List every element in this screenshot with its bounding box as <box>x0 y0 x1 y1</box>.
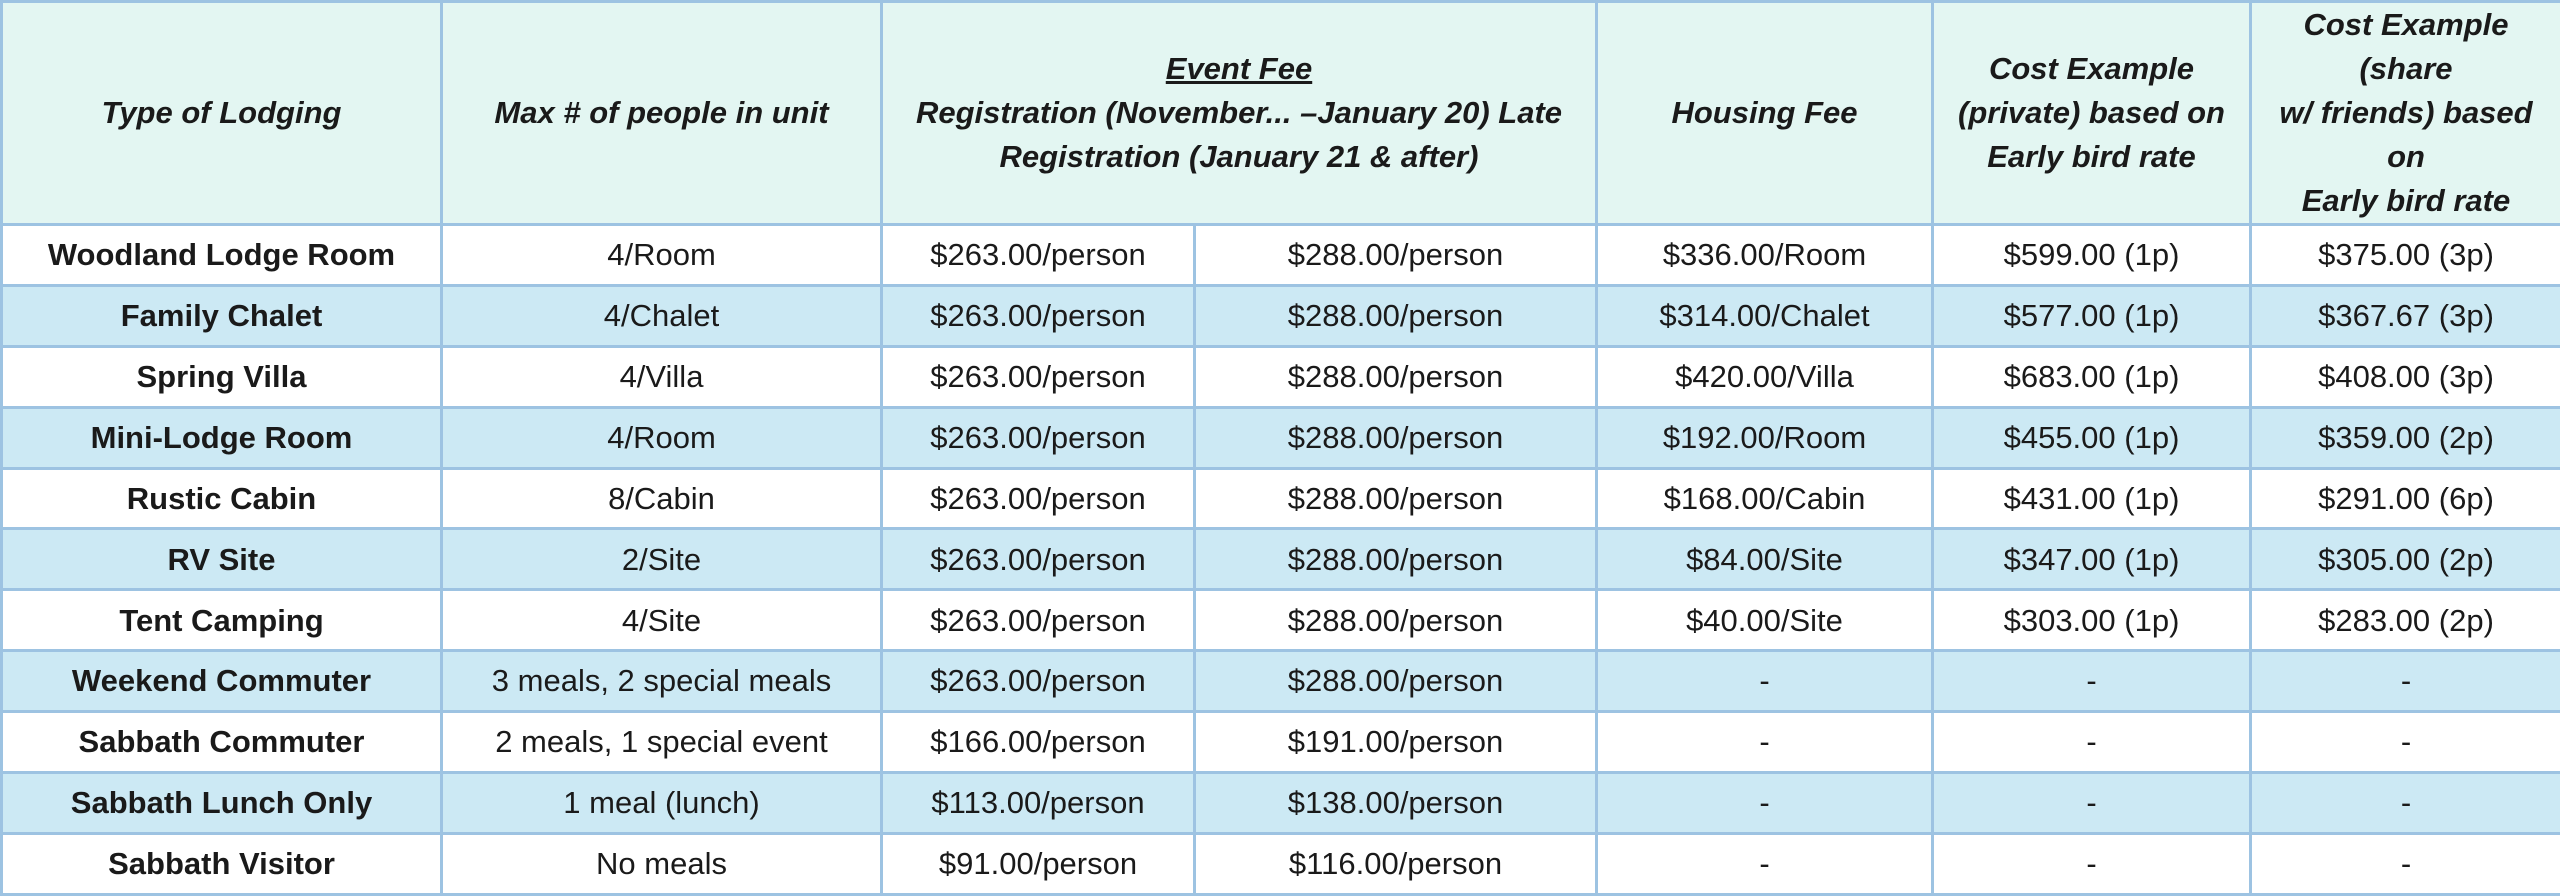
lodging-type-cell: RV Site <box>2 529 442 590</box>
table-row <box>2 285 2560 346</box>
lodging-type-cell: Rustic Cabin <box>2 468 442 529</box>
cost-private-line1: Cost Example <box>1940 47 2243 91</box>
col-header-cost-private <box>1933 2 2251 225</box>
housing-fee-cell: $40.00/Site <box>1597 590 1933 651</box>
cost-private-cell: - <box>1933 773 2251 834</box>
registration-fee-cell: $113.00/person <box>882 773 1195 834</box>
late-registration-fee-cell: $288.00/person <box>1195 346 1597 407</box>
housing-fee-cell: - <box>1597 712 1933 773</box>
cost-shared-cell: - <box>2251 773 2560 834</box>
table-row <box>2 346 2560 407</box>
cost-shared-cell: $367.67 (3p) <box>2251 285 2560 346</box>
max-people-cell: 1 meal (lunch) <box>442 773 882 834</box>
table-row <box>2 712 2560 773</box>
cost-shared-cell: $375.00 (3p) <box>2251 225 2560 286</box>
housing-fee-cell: - <box>1597 651 1933 712</box>
table-row <box>2 468 2560 529</box>
event-fee-title: Event Fee <box>889 47 1589 91</box>
cost-private-cell: $577.00 (1p) <box>1933 285 2251 346</box>
table-row <box>2 407 2560 468</box>
cost-shared-cell: $359.00 (2p) <box>2251 407 2560 468</box>
housing-fee-cell: $420.00/Villa <box>1597 346 1933 407</box>
lodging-type-cell: Tent Camping <box>2 590 442 651</box>
lodging-type-cell: Woodland Lodge Room <box>2 225 442 286</box>
max-people-cell: 4/Room <box>442 407 882 468</box>
header-row <box>2 2 2560 225</box>
housing-fee-cell: $314.00/Chalet <box>1597 285 1933 346</box>
late-registration-fee-cell: $138.00/person <box>1195 773 1597 834</box>
late-registration-fee-cell: $288.00/person <box>1195 651 1597 712</box>
table-row <box>2 773 2560 834</box>
cost-private-cell: $455.00 (1p) <box>1933 407 2251 468</box>
cost-private-cell: - <box>1933 651 2251 712</box>
lodging-type-cell: Spring Villa <box>2 346 442 407</box>
lodging-type-cell: Sabbath Visitor <box>2 833 442 894</box>
max-people-cell: 4/Villa <box>442 346 882 407</box>
max-people-cell: 2/Site <box>442 529 882 590</box>
max-people-cell: 8/Cabin <box>442 468 882 529</box>
cost-shared-cell: $283.00 (2p) <box>2251 590 2560 651</box>
lodging-type-cell: Mini-Lodge Room <box>2 407 442 468</box>
registration-fee-cell: $263.00/person <box>882 285 1195 346</box>
cost-private-cell: $683.00 (1p) <box>1933 346 2251 407</box>
lodging-type-cell: Family Chalet <box>2 285 442 346</box>
col-header-event-fee <box>882 2 1597 225</box>
cost-shared-cell: $291.00 (6p) <box>2251 468 2560 529</box>
col-header-max-people: Max # of people in unit <box>442 2 882 225</box>
max-people-cell: No meals <box>442 833 882 894</box>
lodging-type-cell: Sabbath Commuter <box>2 712 442 773</box>
max-people-cell: 4/Chalet <box>442 285 882 346</box>
event-fee-line1: Registration (November... –January 20) Late <box>889 91 1589 135</box>
table-row <box>2 225 2560 286</box>
registration-fee-cell: $91.00/person <box>882 833 1195 894</box>
late-registration-fee-cell: $288.00/person <box>1195 468 1597 529</box>
table-body <box>2 225 2560 895</box>
table-row <box>2 651 2560 712</box>
late-registration-fee-cell: $191.00/person <box>1195 712 1597 773</box>
cost-private-cell: $431.00 (1p) <box>1933 468 2251 529</box>
cost-shared-line2: w/ friends) based on <box>2258 91 2554 179</box>
cost-shared-cell: - <box>2251 712 2560 773</box>
col-header-cost-shared <box>2251 2 2560 225</box>
cost-shared-cell: $305.00 (2p) <box>2251 529 2560 590</box>
event-fee-line2: Registration (January 21 & after) <box>889 135 1589 179</box>
max-people-cell: 3 meals, 2 special meals <box>442 651 882 712</box>
max-people-cell: 4/Site <box>442 590 882 651</box>
cost-private-cell: - <box>1933 712 2251 773</box>
cost-private-cell: $347.00 (1p) <box>1933 529 2251 590</box>
cost-shared-line3: Early bird rate <box>2258 179 2554 223</box>
lodging-type-cell: Weekend Commuter <box>2 651 442 712</box>
cost-private-line3: Early bird rate <box>1940 135 2243 179</box>
cost-shared-cell: - <box>2251 833 2560 894</box>
max-people-cell: 2 meals, 1 special event <box>442 712 882 773</box>
housing-fee-cell: $84.00/Site <box>1597 529 1933 590</box>
housing-fee-cell: $192.00/Room <box>1597 407 1933 468</box>
col-header-housing-fee: Housing Fee <box>1597 2 1933 225</box>
cost-shared-line1: Cost Example (share <box>2258 3 2554 91</box>
cost-private-cell: $303.00 (1p) <box>1933 590 2251 651</box>
registration-fee-cell: $263.00/person <box>882 651 1195 712</box>
cost-shared-cell: - <box>2251 651 2560 712</box>
registration-fee-cell: $263.00/person <box>882 225 1195 286</box>
late-registration-fee-cell: $288.00/person <box>1195 407 1597 468</box>
registration-fee-cell: $263.00/person <box>882 468 1195 529</box>
cost-shared-cell: $408.00 (3p) <box>2251 346 2560 407</box>
late-registration-fee-cell: $288.00/person <box>1195 529 1597 590</box>
late-registration-fee-cell: $288.00/person <box>1195 285 1597 346</box>
late-registration-fee-cell: $288.00/person <box>1195 590 1597 651</box>
col-header-type-of-lodging: Type of Lodging <box>2 2 442 225</box>
cost-private-cell: $599.00 (1p) <box>1933 225 2251 286</box>
cost-private-cell: - <box>1933 833 2251 894</box>
table-row <box>2 529 2560 590</box>
registration-fee-cell: $263.00/person <box>882 590 1195 651</box>
lodging-type-cell: Sabbath Lunch Only <box>2 773 442 834</box>
late-registration-fee-cell: $288.00/person <box>1195 225 1597 286</box>
cost-private-line2: (private) based on <box>1940 91 2243 135</box>
registration-fee-cell: $263.00/person <box>882 529 1195 590</box>
housing-fee-cell: $336.00/Room <box>1597 225 1933 286</box>
registration-fee-cell: $263.00/person <box>882 407 1195 468</box>
housing-fee-cell: - <box>1597 833 1933 894</box>
late-registration-fee-cell: $116.00/person <box>1195 833 1597 894</box>
registration-fee-cell: $263.00/person <box>882 346 1195 407</box>
registration-fee-cell: $166.00/person <box>882 712 1195 773</box>
table-row <box>2 833 2560 894</box>
housing-fee-cell: $168.00/Cabin <box>1597 468 1933 529</box>
housing-fee-cell: - <box>1597 773 1933 834</box>
max-people-cell: 4/Room <box>442 225 882 286</box>
table-row <box>2 590 2560 651</box>
